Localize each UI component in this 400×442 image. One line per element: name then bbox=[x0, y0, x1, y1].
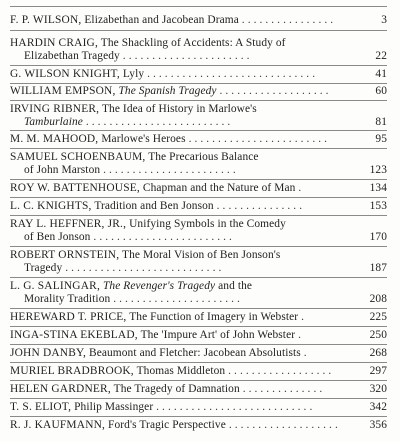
leader-dots: . . . . . . . . . . . . . . . . . . . . . . bbox=[119, 50, 250, 62]
contents-entry[interactable] bbox=[10, 347, 387, 360]
contents-entry[interactable] bbox=[10, 200, 387, 213]
entry-title: The Shackling of Accidents: A Study of bbox=[100, 37, 286, 49]
entry-title-continued: of John Marston bbox=[24, 164, 101, 176]
leader-dots: . . . . . . . . . . . . . . . . . . . . . . . . . bbox=[82, 116, 231, 128]
separator-rule bbox=[10, 362, 387, 363]
separator-rule bbox=[10, 308, 387, 309]
entry-title: Unifying Symbols in the Comedy bbox=[129, 218, 286, 230]
separator-rule bbox=[10, 344, 387, 345]
leader-dots: . bbox=[295, 182, 302, 194]
entry-title-conjunction: and the bbox=[215, 280, 253, 292]
separator-rule bbox=[10, 215, 387, 216]
entry-author: MURIEL BRADBROOK, bbox=[10, 365, 134, 377]
contents-entry[interactable] bbox=[10, 14, 387, 27]
entry-author: G. WILSON KNIGHT, bbox=[10, 68, 120, 80]
entry-title-continued: of Ben Jonson bbox=[24, 231, 91, 243]
entry-title: The Function of Imagery in Webster bbox=[129, 311, 299, 323]
leader-dots: . . . . . . . . . . . . . . . . . . . . . . . . . . . bbox=[153, 401, 313, 413]
entry-page-number: 356 bbox=[369, 419, 387, 431]
entry-author: L. G. SALINGAR, bbox=[10, 280, 101, 292]
entry-title: The 'Impure Art' of John Webster bbox=[140, 329, 296, 341]
separator-rule bbox=[10, 100, 387, 101]
contents-entry[interactable] bbox=[10, 103, 387, 129]
leader-dots: . . . . . . . . . . . . . . . . . . . . . . bbox=[110, 293, 240, 305]
entry-author: INGA-STINA EKEBLAD, bbox=[10, 329, 138, 341]
entry-author: L. C. KNIGHTS, bbox=[10, 200, 92, 212]
contents-entry[interactable] bbox=[10, 419, 387, 432]
leader-dots: . . . . . . . . . . . . . . . . . . . . . . . . bbox=[185, 133, 328, 145]
separator-rule bbox=[10, 65, 387, 66]
entry-page-number: 3 bbox=[381, 14, 387, 26]
leader-dots: . . . . . . . . . . . . . . . . . . bbox=[225, 365, 332, 377]
leader-dots: . bbox=[295, 329, 302, 341]
entry-page-number: 268 bbox=[369, 347, 387, 359]
entry-title: Beaumont and Fletcher: Jacobean Absolutists bbox=[89, 347, 301, 359]
entry-title: Elizabethan and Jacobean Drama bbox=[84, 14, 239, 26]
contents-entry[interactable] bbox=[10, 68, 387, 81]
entry-title: Lyly bbox=[122, 68, 145, 80]
entry-author: WILLIAM EMPSON, bbox=[10, 85, 116, 97]
entry-page-number: 297 bbox=[369, 365, 387, 377]
entry-title: The Idea of History in Marlowe's bbox=[101, 103, 257, 115]
contents-entry[interactable] bbox=[10, 401, 387, 414]
separator-rule bbox=[10, 416, 387, 417]
contents-entry[interactable] bbox=[10, 218, 387, 244]
entry-page-number: 123 bbox=[369, 164, 387, 176]
separator-rule bbox=[10, 179, 387, 180]
entry-title: The Moral Vision of Ben Jonson's bbox=[122, 249, 281, 261]
entry-page-number: 170 bbox=[369, 231, 387, 243]
entry-author: HEREWARD T. PRICE, bbox=[10, 311, 127, 323]
entry-author: HARDIN CRAIG, bbox=[10, 37, 99, 49]
leader-dots: . . . . . . . . . . . . . . . . . . . . . . . . . . . bbox=[62, 262, 222, 274]
contents-entry[interactable] bbox=[10, 329, 387, 342]
leader-dots: . bbox=[300, 347, 307, 359]
entry-title: Tradition and Ben Jonson bbox=[94, 200, 214, 212]
separator-rule bbox=[10, 30, 387, 31]
entry-title: The Spanish Tragedy bbox=[118, 85, 217, 97]
entry-title-continued: Tamburlaine bbox=[24, 116, 83, 128]
leader-dots: . . . . . . . . . . . . . . . . . . . . . . . . bbox=[90, 231, 232, 243]
separator-rule bbox=[10, 148, 387, 149]
separator-rule bbox=[10, 246, 387, 247]
entry-title: Ford's Tragic Perspective bbox=[108, 419, 226, 431]
entry-author: ROY W. BATTENHOUSE, bbox=[10, 182, 140, 194]
entry-author: JOHN DANBY, bbox=[10, 347, 87, 359]
entry-title-continued: Tragedy bbox=[24, 262, 63, 274]
contents-entry[interactable] bbox=[10, 280, 387, 306]
entry-page-number: 187 bbox=[369, 262, 387, 274]
entry-title: Philip Massinger bbox=[74, 401, 154, 413]
entry-title: The Revenger's Tragedy bbox=[102, 280, 216, 292]
entry-page-number: 250 bbox=[369, 329, 387, 341]
entry-page-number: 41 bbox=[375, 68, 387, 80]
contents-entry[interactable] bbox=[10, 133, 387, 146]
entry-author: T. S. ELIOT, bbox=[10, 401, 72, 413]
separator-rule bbox=[10, 398, 387, 399]
contents-entry[interactable] bbox=[10, 182, 387, 195]
contents-entry[interactable] bbox=[10, 85, 387, 98]
leader-dots: . . . . . . . . . . . . . . . . . . . bbox=[216, 85, 329, 97]
entry-page-number: 225 bbox=[369, 311, 387, 323]
leader-dots: . bbox=[298, 311, 305, 323]
entry-title-continued: Morality Tradition bbox=[24, 293, 111, 305]
entry-page-number: 95 bbox=[375, 133, 387, 145]
entry-page-number: 134 bbox=[369, 182, 387, 194]
contents-entry[interactable] bbox=[10, 37, 387, 63]
separator-rule bbox=[10, 130, 387, 131]
entry-page-number: 81 bbox=[375, 116, 387, 128]
entry-title: The Precarious Balance bbox=[148, 151, 259, 163]
entry-title: The Tragedy of Damnation bbox=[113, 383, 240, 395]
separator-rule bbox=[10, 6, 387, 7]
leader-dots: . . . . . . . . . . . . . . . . . . . . . . . bbox=[100, 164, 236, 176]
entry-title: Chapman and the Nature of Man bbox=[142, 182, 296, 194]
separator-rule bbox=[10, 380, 387, 381]
entry-page-number: 153 bbox=[369, 200, 387, 212]
contents-entry[interactable] bbox=[10, 311, 387, 324]
entry-author: HELEN GARDNER, bbox=[10, 383, 111, 395]
separator-rule bbox=[10, 277, 387, 278]
entry-page-number: 208 bbox=[369, 293, 387, 305]
entry-page-number: 342 bbox=[369, 401, 387, 413]
entry-page-number: 320 bbox=[369, 383, 387, 395]
separator-rule bbox=[10, 326, 387, 327]
contents-entry[interactable] bbox=[10, 249, 387, 275]
leader-dots: . . . . . . . . . . . . . . . . . . . . . . . . . . . . . bbox=[144, 68, 316, 80]
entry-author: F. P. WILSON, bbox=[10, 14, 82, 26]
leader-dots: . . . . . . . . . . . . . . . . . . . bbox=[225, 419, 338, 431]
entry-title: Thomas Middleton bbox=[136, 365, 226, 377]
entry-page-number: 60 bbox=[375, 85, 387, 97]
separator-rule bbox=[10, 197, 387, 198]
entry-author: M. M. MAHOOD, bbox=[10, 133, 99, 145]
leader-dots: . . . . . . . . . . . . . . . bbox=[213, 200, 303, 212]
entry-author: R. J. KAUFMANN, bbox=[10, 419, 106, 431]
contents-entry[interactable] bbox=[10, 365, 387, 378]
entry-title: Marlowe's Heroes bbox=[101, 133, 186, 145]
entry-author: RAY L. HEFFNER, JR., bbox=[10, 218, 127, 230]
entry-author: ROBERT ORNSTEIN, bbox=[10, 249, 120, 261]
entry-page-number: 22 bbox=[375, 50, 387, 62]
contents-entry[interactable] bbox=[10, 383, 387, 396]
entry-author: SAMUEL SCHOENBAUM, bbox=[10, 151, 146, 163]
entry-author: IRVING RIBNER, bbox=[10, 103, 100, 115]
separator-rule bbox=[10, 83, 387, 84]
leader-dots: . . . . . . . . . . . . . . . . bbox=[238, 14, 334, 26]
leader-dots: . . . . . . . . . . . . . . bbox=[239, 383, 323, 395]
contents-entry[interactable] bbox=[10, 151, 387, 177]
entry-title-continued: Elizabethan Tragedy bbox=[24, 50, 120, 62]
